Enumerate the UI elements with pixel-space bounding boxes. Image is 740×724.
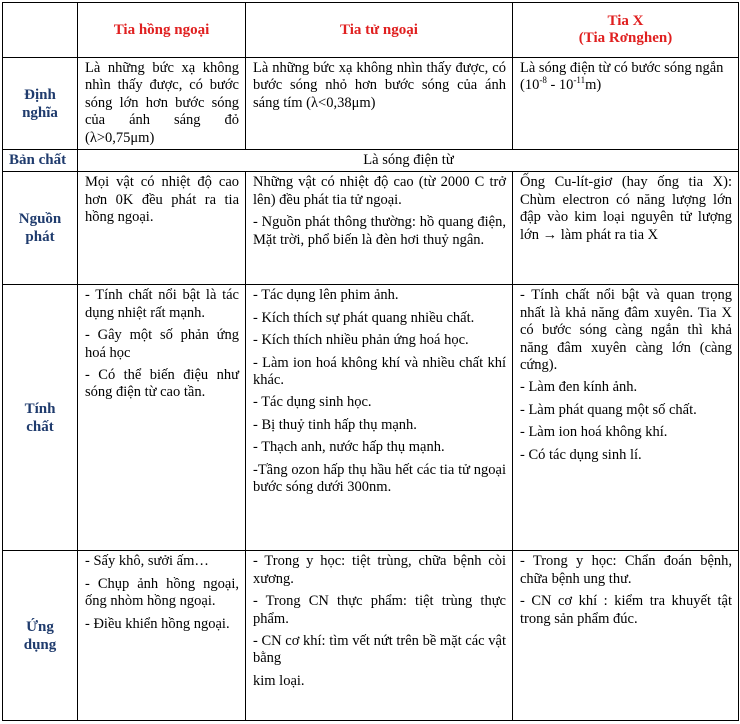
nature-row <box>3 150 739 172</box>
definition-ultraviolet: Là những bức xạ không nhìn thấy được, có bước sóng nhỏ hơn bước sóng của ánh sáng tím (λ<0,38μm) <box>246 58 513 150</box>
source-row <box>3 172 739 285</box>
definition-xray: Là sóng điện từ có bước sóng ngắn $(10^{-8} - 10^{-11}m)$ <box>513 58 739 150</box>
nature-value: Là sóng điện từ <box>78 150 739 172</box>
header-xray <box>513 3 739 58</box>
wavelength-range: $(10^{-8} - 10^{-11}m)$ <box>520 75 602 94</box>
applications-xray: - Trong y học: Chẩn đoán bệnh, chữa bệnh ung thư. - CN cơ khí : kiểm tra khuyết tật trong sản phẩm đúc. <box>513 551 739 721</box>
header-ultraviolet: Tia tử ngoại <box>246 3 513 58</box>
definition-infrared: Là những bức xạ không nhìn thấy được, có bước sóng lớn hơn bước sóng của ánh sáng đỏ (λ>0,75μm) <box>78 58 246 150</box>
properties-infrared: - Tính chất nổi bật là tác dụng nhiệt rất mạnh. - Gây một số phản ứng hoá học - Có thể biến điệu như sóng điện từ cao tần. <box>78 285 246 551</box>
applications-ultraviolet: - Trong y học: tiệt trùng, chữa bệnh còi xương. - Trong CN thực phẩm: tiệt trùng thực phẩm. - CN cơ khí: tìm vết nứt trên bề mặt các vật bằng kim loại. <box>246 551 513 721</box>
applications-row <box>3 551 739 721</box>
header-xray-title: Tia X <box>607 13 644 29</box>
corner-cell <box>3 3 78 58</box>
row-label-source: Nguồn phát <box>3 172 78 285</box>
row-label-properties: Tính chất <box>3 285 78 551</box>
comparison-table <box>2 2 739 721</box>
row-label-definition: Định nghĩa <box>3 58 78 150</box>
properties-xray: - Tính chất nổi bật và quan trọng nhất là khả năng đâm xuyên. Tia X có bước sóng càng ngắn thì khả năng đâm xuyên càng lớn (càng cứng). - Làm đen kính ảnh. - Làm phát quang một số chất. - Làm ion hoá không khí. - Có tác dụng sinh lí. <box>513 285 739 551</box>
properties-row <box>3 285 739 551</box>
applications-infrared: - Sấy khô, sưởi ấm… - Chụp ảnh hồng ngoại, ống nhòm hồng ngoại. - Điều khiển hồng ngoại. <box>78 551 246 721</box>
header-xray-subtitle: (Tia Rơnghen) <box>578 30 673 46</box>
source-xray: Ống Cu-lít-giơ (hay ống tia X): Chùm electron có năng lượng lớn đập vào kim loại nguyên tử lượng lớn → làm phát ra tia X <box>513 172 739 285</box>
header-row <box>3 3 739 58</box>
properties-ultraviolet: - Tác dụng lên phim ảnh. - Kích thích sự phát quang nhiều chất. - Kích thích nhiều phản ứng hoá học. - Làm ion hoá không khí và nhiều chất khí khác. - Tác dụng sinh học. - Bị thuỷ tinh hấp thụ mạnh. - Thạch anh, nước hấp thụ mạnh. -Tầng ozon hấp thụ hầu hết các tia tử ngoại bước sóng dưới 300nm. <box>246 285 513 551</box>
source-ultraviolet: Những vật có nhiệt độ cao (từ 2000 C trở lên) đều phát tia tử ngoại. - Nguồn phát thông thường: hồ quang điện, Mặt trời, phổ biến là đèn hơi thuỷ ngân. <box>246 172 513 285</box>
header-infrared: Tia hồng ngoại <box>78 3 246 58</box>
source-infrared: Mọi vật có nhiệt độ cao hơn 0K đều phát ra tia hồng ngoại. <box>78 172 246 285</box>
definition-row <box>3 58 739 150</box>
row-label-nature: Bản chất <box>3 150 78 172</box>
row-label-applications: Ứng dụng <box>3 551 78 721</box>
